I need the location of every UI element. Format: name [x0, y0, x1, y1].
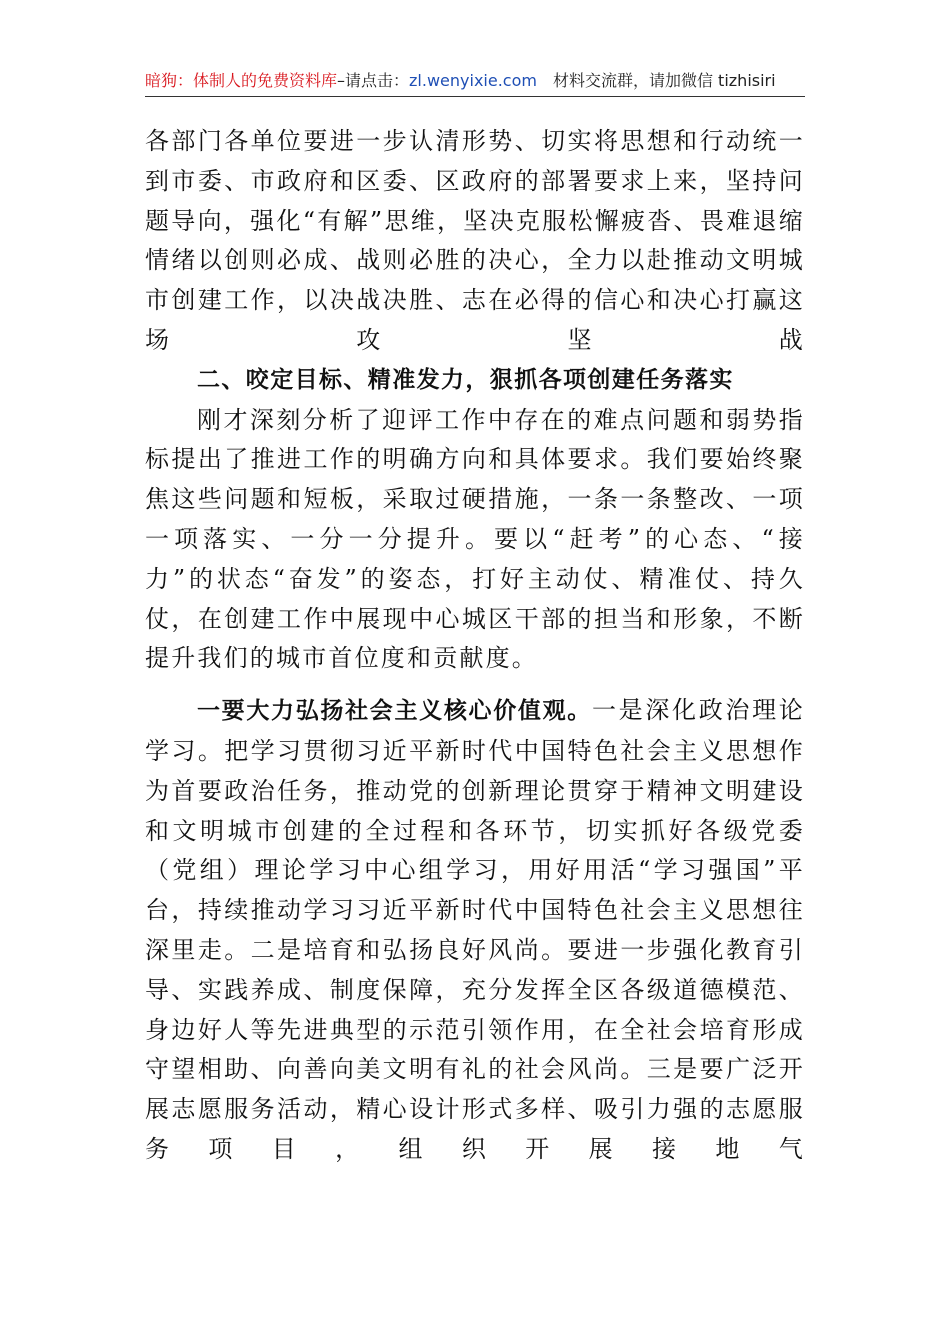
paragraph-3-lead: 一要大力弘扬社会主义核心价值观。	[197, 698, 592, 725]
paragraph-3	[145, 691, 805, 1170]
header-site-name: 暗狗：体制人的免费资料库	[145, 71, 338, 90]
header-url-link[interactable]: zl.wenyixie.com	[409, 71, 537, 90]
header-divider	[145, 96, 805, 97]
paragraph-1: 各部门各单位要进一步认清形势、切实将思想和行动统一到市委、市政府和区委、区政府的部署要求上来，坚持问题导向，强化“有解”思维，坚决克服松懈疲沓、畏难退缩情绪以创则必成、战则必胜的决心，全力以赴推动文明城市创建工作，以决战决胜、志在必得的信心和决心打赢这场攻坚战	[145, 127, 805, 354]
page-header	[145, 66, 805, 96]
document-body	[145, 122, 805, 1170]
paragraph-2: 刚才深刻分析了迎评工作中存在的难点问题和弱势指标提出了推进工作的明确方向和具体要求。我们要始终聚焦这些问题和短板，采取过硬措施，一条一条整改、一项一项落实、一分一分提升。要以“赶考”的心态、“接力”的状态“奋发”的姿态，打好主动仗、精准仗、持久仗，在创建工作中展现中心城区干部的担当和形象，不断提升我们的城市首位度和贡献度。	[145, 405, 805, 673]
header-contact: 材料交流群，请加微信 tizhisiri	[552, 71, 776, 90]
paragraph-3-body: 一是深化政治理论学习。把学习贯彻习近平新时代中国特色社会主义思想作为首要政治任务，推动党的创新理论贯穿于精神文明建设和文明城市创建的全过程和各环节，切实抓好各级党委（党组）理论学习中心组学习，用好用活“学习强国”平台，持续推动学习习近平新时代中国特色社会主义思想往深里走。二是培育和弘扬良好风尚。要进一步强化教育引导、实践养成、制度保障，充分发挥全区各级道德模范、身边好人等先进典型的示范引领作用，在全社会培育形成守望相助、向善向美文明有礼的社会风尚。三是要广泛开展志愿服务活动，精心设计形式多样、吸引力强的志愿服务项目，组织开展接地气	[145, 696, 805, 1163]
section-heading-2: 二、咬定目标、精准发力，狠抓各项创建任务落实	[197, 366, 734, 393]
header-prompt: –请点击：	[337, 71, 410, 90]
